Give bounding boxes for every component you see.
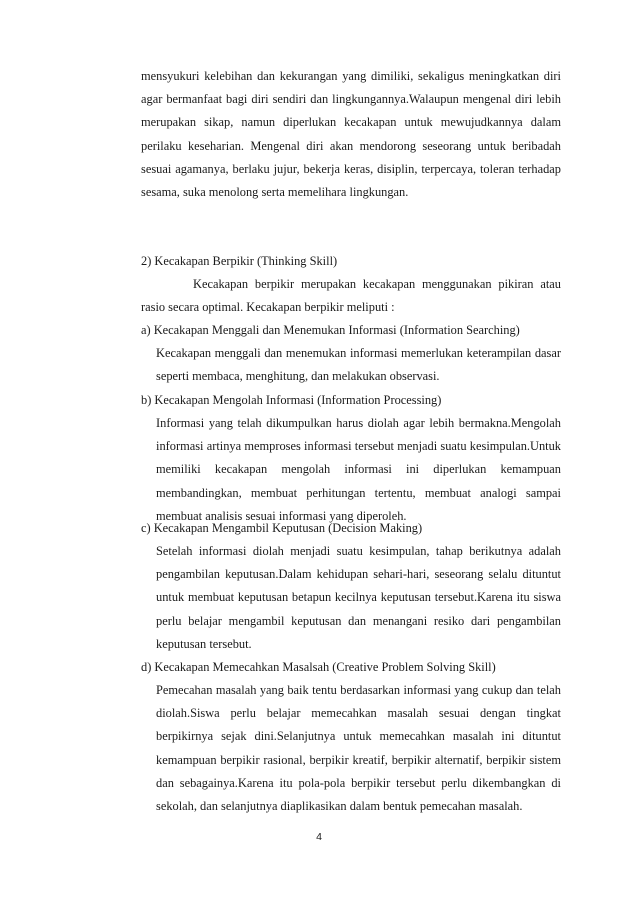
heading-decision-making: c) Kecakapan Mengambil Keputusan (Decision Making) <box>141 521 423 535</box>
page-number: 4 <box>316 831 322 843</box>
paragraph-information-searching: Kecakapan menggali dan menemukan informasi memerlukan keterampilan dasar seperti membaca, menghitung, dan melakukan observasi. <box>156 346 561 384</box>
heading-information-processing: b) Kecakapan Mengolah Informasi (Information Processing) <box>141 393 442 407</box>
paragraph-thinking-skill: Kecakapan berpikir merupakan kecakapan menggunakan pikiran atau rasio secara optimal. Kecakapan berpikir meliputi : <box>141 277 561 315</box>
heading-problem-solving: d) Kecakapan Memecahkan Masalsah (Creative Problem Solving Skill) <box>141 660 496 674</box>
paragraph-self-awareness: mensyukuri kelebihan dan kekurangan yang dimiliki, sekaligus meningkatkan diri agar bermanfaat bagi diri sendiri dan lingkungannya.Walaupun mengenal diri lebih merupakan sikap, namun diperlukan kecakapan untuk mewujudkannya dalam perilaku keseharian. Mengenal diri akan mendorong seseorang untuk beribadah sesuai agamanya, berlaku jujur, bekerja keras, disiplin, terpercaya, toleran terhadap sesama, suka menolong serta memelihara lingkungan. <box>141 69 561 200</box>
paragraph-decision-making: Setelah informasi diolah menjadi suatu kesimpulan, tahap berikutnya adalah pengambilan keputusan.Dalam kehidupan sehari-hari, seseorang selalu dituntut untuk membuat keputusan betapun kecilnya keputusan tersebut.Karena itu siswa perlu belajar mengambil keputusan dan menangani resiko dari pengambilan keputusan tersebut. <box>156 544 561 651</box>
heading-thinking-skill: 2) Kecakapan Berpikir (Thinking Skill) <box>141 254 338 268</box>
paragraph-information-processing: Informasi yang telah dikumpulkan harus diolah agar lebih bermakna.Mengolah informasi artinya memproses informasi tersebut menjadi suatu kesimpulan.Untuk memiliki kecakapan mengolah informasi ini diperlukan kemampuan membandingkan, membuat perhitungan tertentu, membuat analogi sampai membuat analisis sesuai informasi yang diperoleh. <box>156 416 561 523</box>
paragraph-problem-solving: Pemecahan masalah yang baik tentu berdasarkan informasi yang cukup dan telah diolah.Siswa perlu belajar memecahkan masalah sesuai dengan tingkat berpikirnya sejak dini.Selanjutnya untuk memecahkan masalah ini dituntut kemampuan berpikir rasional, berpikir kreatif, berpikir alternatif, berpikir sistem dan sebagainya.Karena itu pola-pola berpikir tersebut perlu dikembangkan di sekolah, dan selanjutnya diaplikasikan dalam bentuk pemecahan masalah. <box>156 683 561 814</box>
heading-information-searching: a) Kecakapan Menggali dan Menemukan Informasi (Information Searching) <box>141 323 520 337</box>
